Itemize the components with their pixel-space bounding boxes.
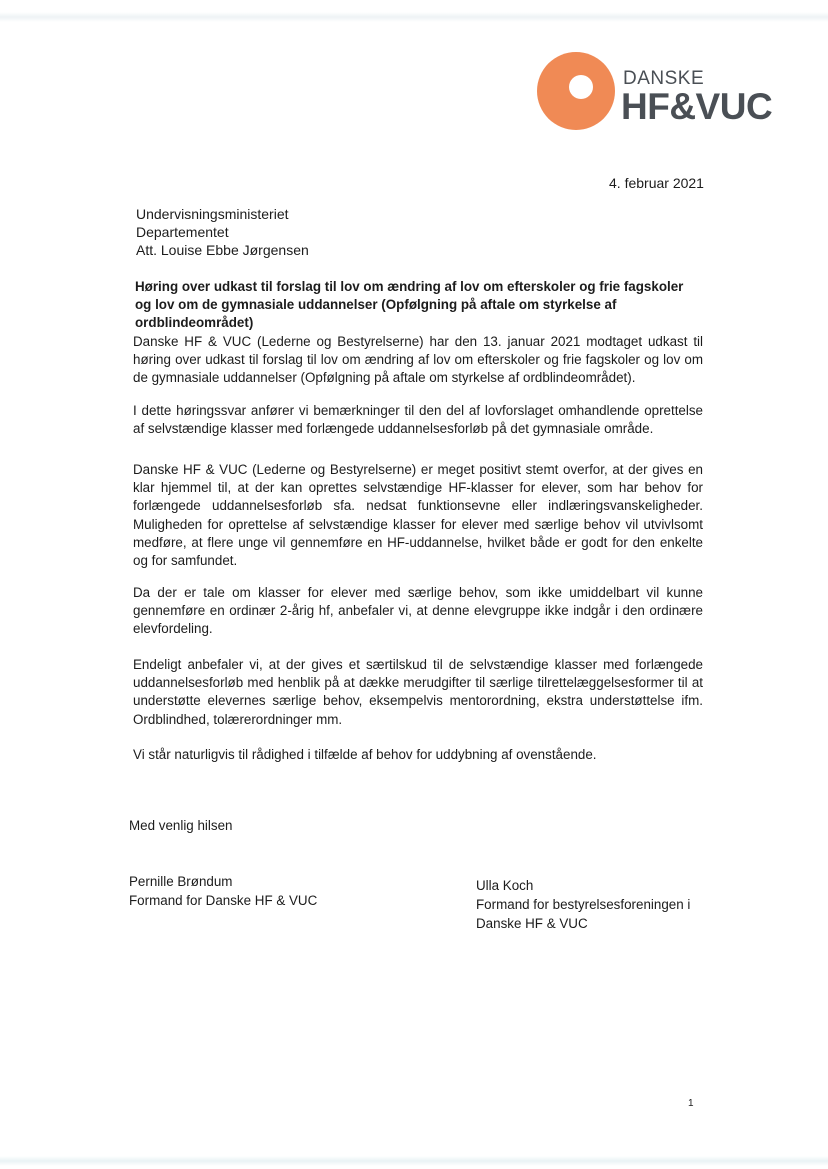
body-paragraph: Vi står naturligvis til rådighed i tilfælde af behov for uddybning af ovenstående. bbox=[133, 747, 597, 762]
page-number: 1 bbox=[688, 1098, 694, 1109]
signer-title: Formand for bestyrelsesforeningen i bbox=[476, 897, 691, 912]
signature-left bbox=[129, 872, 317, 910]
letter-subject: Høring over udkast til forslag til lov om ændring af lov om efterskoler og frie fagskoler og lov om de gymnasiale uddannelser (Opfølgning på aftale om styrkelse af ordblindeområdet) bbox=[135, 279, 684, 330]
recipient-line: Undervisningsministeriet bbox=[136, 206, 289, 222]
recipient-line: Att. Louise Ebbe Jørgensen bbox=[136, 242, 309, 258]
danske-hf-vuc-logo bbox=[537, 52, 777, 132]
signer-name: Pernille Brøndum bbox=[129, 874, 233, 889]
body-paragraph: Da der er tale om klasser for elever med særlige behov, som ikke umiddelbart vil kunne gennemføre en ordinær 2-årig hf, anbefaler vi, at denne elevgruppe ikke indgår i den ordinære elevfordeling. bbox=[133, 585, 703, 637]
body-paragraph: I dette høringssvar anfører vi bemærkninger til den del af lovforslaget omhandlende oprettelse af selvstændige klasser med forlængede uddannelsesforløb på det gymnasiale område. bbox=[133, 403, 703, 437]
letter-date: 4. februar 2021 bbox=[609, 175, 704, 191]
signer-title: Formand for Danske HF & VUC bbox=[129, 893, 318, 908]
scan-bottom-edge bbox=[0, 1156, 828, 1166]
signer-title: Danske HF & VUC bbox=[476, 916, 588, 931]
logo-hfvuc-text: HF&VUC bbox=[621, 86, 773, 127]
scan-top-edge bbox=[0, 12, 828, 22]
body-paragraph: Danske HF & VUC (Lederne og Bestyrelserne) er meget positivt stemt overfor, at der gives en klar hjemmel til, at der kan oprettes selvstændige HF-klasser for elever, som har behov for forlængede uddannelsesforløb sfa. nedsat funktionsevne eller indlæringsvanskeligheder. Muligheden for oprettelse af selvstændige klasser for elever med særlige behov vil utvivlsomt medføre, at flere unge vil gennemføre en HF-uddannelse, hvilket både er godt for den enkelte og for samfundet. bbox=[133, 462, 703, 569]
body-paragraph: Endeligt anbefaler vi, at der gives et særtilskud til de selvstændige klasser med forlængede uddannelsesforløb med henblik på at dække merudgifter til særlige tilrettelæggelsesformer til at understøtte elevernes særlige behov, eksempelvis mentorordning, ekstra understøttelse ifm. Ordblindhed, tolærerordninger mm. bbox=[133, 657, 703, 727]
recipient-line: Departementet bbox=[136, 224, 229, 240]
closing-salutation: Med venlig hilsen bbox=[129, 818, 233, 833]
logo-danske-text: DANSKE bbox=[623, 68, 705, 89]
signer-name: Ulla Koch bbox=[476, 878, 534, 893]
signature-right bbox=[476, 876, 690, 933]
recipient-block bbox=[136, 205, 309, 259]
logo-circle-icon bbox=[537, 52, 615, 130]
body-paragraph: Danske HF & VUC (Lederne og Bestyrelserne) har den 13. januar 2021 modtaget udkast til høring over udkast til forslag til lov om ændring af lov om efterskoler og frie fagskoler og lov om de gymnasiale uddannelser (Opfølgning på aftale om styrkelse af ordblindeområdet). bbox=[133, 334, 703, 386]
